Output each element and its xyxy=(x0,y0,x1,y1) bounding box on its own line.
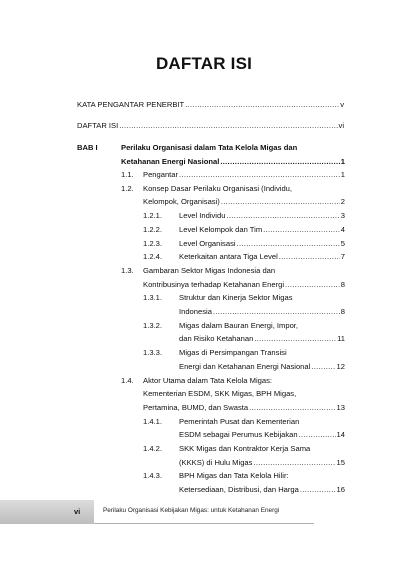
toc-entry-label: Ketersediaan, Distribusi, dan Harga xyxy=(179,485,299,495)
toc-entry-page: vi xyxy=(338,121,344,130)
toc-entry[interactable] xyxy=(143,170,345,180)
chapter-number: BAB I xyxy=(77,143,98,152)
leader-dots xyxy=(311,362,335,372)
toc-entry[interactable] xyxy=(143,280,345,290)
toc-entry-label: Kelompok, Organisasi) xyxy=(143,197,220,207)
toc-entry-label: Aktor Utama dalam Tata Kelola Migas: xyxy=(143,375,273,385)
toc-entry-label: Level Organisasi xyxy=(179,238,236,248)
toc-entry-label: Indonesia xyxy=(179,307,212,316)
toc-entry[interactable] xyxy=(179,458,345,468)
leader-dots xyxy=(300,485,336,495)
toc-entry-label: ESDM sebagai Perumus Kebijakan xyxy=(179,430,298,440)
toc-entry[interactable] xyxy=(179,252,345,262)
toc-entry-number: 1.3. xyxy=(121,265,134,275)
toc-entry-number: 1.4.3. xyxy=(143,471,162,481)
leader-dots xyxy=(249,403,335,413)
leader-dots xyxy=(279,252,340,262)
toc-entry-label: KATA PENGANTAR PENERBIT xyxy=(77,100,185,109)
toc-entry-page: 7 xyxy=(340,252,345,262)
toc-entry-label: dan Risiko Ketahanan xyxy=(179,334,254,344)
toc-entry-number: 1.2.2. xyxy=(143,224,162,234)
toc-entry-number: 1.1. xyxy=(121,170,134,179)
toc-entry-label: Kementerian ESDM, SKK Migas, BPH Migas, xyxy=(143,389,297,399)
toc-entry-number: 1.4.2. xyxy=(143,444,162,453)
toc-entry-number: 1.3.2. xyxy=(143,320,162,330)
toc-entry-label: Migas dalam Bauran Energi, Impor, xyxy=(179,320,299,330)
toc-entry-page: 13 xyxy=(336,402,345,412)
toc-entry-daftar-isi[interactable] xyxy=(77,121,344,131)
leader-dots xyxy=(185,100,339,110)
leader-dots xyxy=(285,280,340,290)
toc-entry-label: Pengantar xyxy=(143,170,179,179)
leader-dots xyxy=(253,458,335,468)
toc-entry[interactable] xyxy=(143,197,345,207)
toc-entry-number: 1.2. xyxy=(121,183,134,193)
leader-dots xyxy=(237,239,340,249)
toc-entry-page: 1 xyxy=(340,157,345,166)
toc-entry-label: Energi dan Ketahanan Energi Nasional xyxy=(179,361,311,371)
toc-entry[interactable] xyxy=(179,362,345,372)
toc-entry-page: 5 xyxy=(340,238,345,248)
toc-entry-label: (KKKS) di Hulu Migas xyxy=(179,457,253,467)
toc-entry-label: Pertamina, BUMD, dan Swasta xyxy=(143,402,249,412)
leader-dots xyxy=(213,307,340,317)
toc-entry-page: 8 xyxy=(340,279,345,289)
toc-entry-page: 15 xyxy=(336,457,345,467)
toc-entry-label: SKK Migas dan Kontraktor Kerja Sama xyxy=(179,444,311,453)
footer-rule xyxy=(94,523,314,524)
leader-dots xyxy=(179,170,340,180)
toc-entry-label: Level Kelompok dan Tim xyxy=(179,224,263,234)
toc-entry-number: 1.3.3. xyxy=(143,348,162,358)
toc-entry-label: Keterkaitan antara Tiga Level xyxy=(179,252,278,262)
leader-dots xyxy=(221,197,340,207)
toc-entry-page: 2 xyxy=(340,197,345,207)
toc-entry-page: 1 xyxy=(340,170,345,179)
toc-entry-label: Konsep Dasar Perilaku Organisasi (Individu, xyxy=(143,183,292,193)
toc-entry-page: 4 xyxy=(340,224,345,234)
footer-running-title: Perilaku Organisasi Kebijakan Migas: untuk Ketahanan Energi xyxy=(103,507,280,514)
toc-entry-number: 1.2.4. xyxy=(143,252,162,262)
toc-entry-number: 1.3.1. xyxy=(143,293,162,303)
toc-entry-label: BPH Migas dan Tata Kelola Hilir: xyxy=(179,471,289,481)
chapter-title-line-2: Ketahanan Energi Nasional xyxy=(121,157,220,166)
toc-entry[interactable] xyxy=(179,211,345,221)
toc-entry[interactable] xyxy=(179,225,345,235)
toc-entry-label: Pemerintah Pusat dan Kementerian xyxy=(179,416,300,426)
leader-dots xyxy=(226,211,339,221)
toc-entry-page: 16 xyxy=(336,485,345,495)
leader-dots xyxy=(299,430,336,440)
page-footer xyxy=(0,500,408,524)
toc-entry[interactable] xyxy=(143,403,345,413)
page-title: DAFTAR ISI xyxy=(155,54,253,73)
toc-entry-kata-pengantar[interactable] xyxy=(77,100,344,110)
toc-entry-number: 1.4.1. xyxy=(143,416,162,426)
footer-page-number: vi xyxy=(74,507,81,516)
toc-entry-page: v xyxy=(340,100,344,109)
toc-entry-number: 1.4. xyxy=(121,375,134,385)
toc-entry-number: 1.2.3. xyxy=(143,238,162,248)
toc-entry[interactable] xyxy=(179,430,345,440)
leader-dots xyxy=(220,157,339,167)
toc-entry-label: Gambaran Sektor Migas Indonesia dan xyxy=(143,265,276,275)
toc-entry-page: 14 xyxy=(336,430,345,440)
toc-entry-label: Migas di Persimpangan Transisi xyxy=(179,348,287,358)
toc-entry-page: 11 xyxy=(337,334,345,344)
leader-dots xyxy=(119,121,337,131)
toc-entry[interactable] xyxy=(179,239,345,249)
toc-entry-label: Level Individu xyxy=(179,211,226,221)
leader-dots xyxy=(254,334,336,344)
toc-entry-label: Kontribusinya terhadap Ketahanan Energi xyxy=(143,279,285,289)
toc-entry[interactable] xyxy=(179,307,345,317)
toc-entry-label: DAFTAR ISI xyxy=(77,121,119,130)
toc-entry-page: 12 xyxy=(336,361,345,371)
toc-entry-page: 3 xyxy=(340,211,345,221)
toc-entry-chapter[interactable] xyxy=(121,157,345,167)
toc-entry-number: 1.2.1. xyxy=(143,211,162,221)
toc-entry-page: 8 xyxy=(340,307,345,316)
toc-entry[interactable] xyxy=(179,334,345,344)
toc-entry-label: Struktur dan Kinerja Sektor Migas xyxy=(179,293,293,303)
leader-dots xyxy=(263,225,340,235)
chapter-title-line-1: Perilaku Organisasi dalam Tata Kelola Migas dan xyxy=(121,143,298,152)
toc-entry[interactable] xyxy=(179,485,345,495)
